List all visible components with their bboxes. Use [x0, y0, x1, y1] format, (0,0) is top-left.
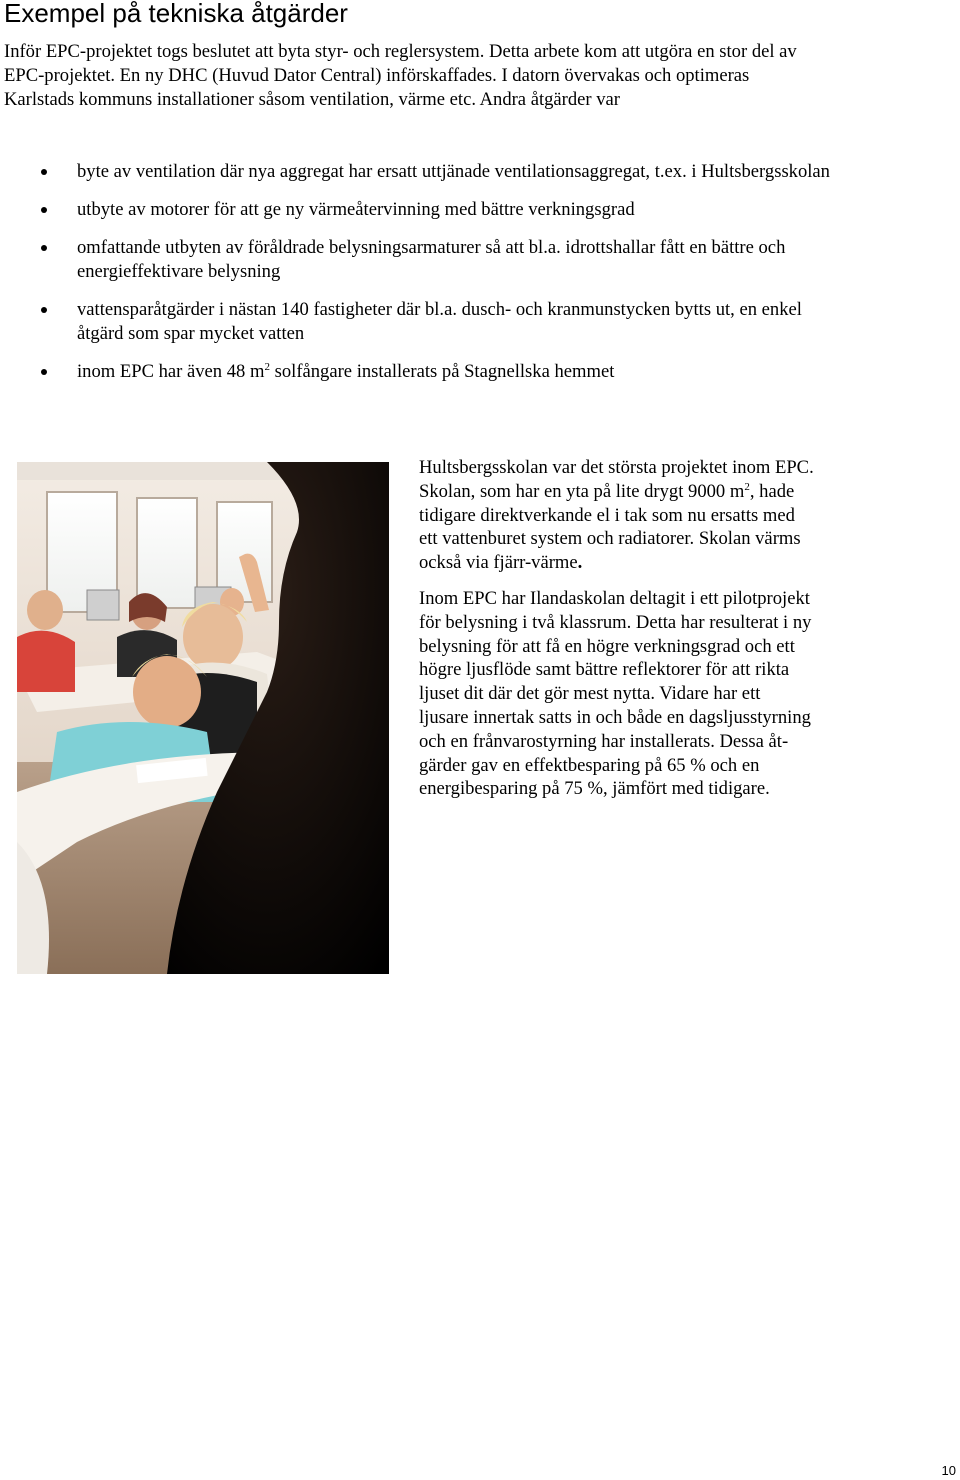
- bullet-icon: [41, 369, 47, 375]
- classroom-photo: [17, 462, 389, 974]
- classroom-photo-illustration: [17, 462, 389, 974]
- side-paragraph-1: [419, 456, 814, 575]
- list-item-text: utbyte av motorer för att ge ny värmeåtervinning med bättre verkningsgrad: [77, 199, 635, 220]
- list-item-text: byte av ventilation där nya aggregat har ersatt uttjänade ventilationsaggregat, t.ex. i Hultsbergsskolan: [77, 161, 830, 182]
- solar-text-after: solfångare installerats på Stagnellska hemmet: [269, 361, 615, 382]
- side-p1-before: Hultsbergsskolan var det största projektet inom EPC. Skolan, som har en yta på lite drygt 9000 m: [419, 457, 814, 502]
- page-title: Exempel på tekniska åtgärder: [4, 0, 348, 28]
- superscript-2: 2: [264, 361, 270, 373]
- list-item-text: vattensparåtgärder i nästan 140 fastigheter där bl.a. dusch- och kranmunstycken bytts ut, en enkel åtgärd som spar mycket vatten: [77, 299, 802, 344]
- side-p1-end: .: [577, 552, 583, 574]
- bullet-icon: [41, 245, 47, 251]
- side-paragraph-2: Inom EPC har Ilandaskolan deltagit i ett pilotprojekt för belysning i två klassrum. Detta har resulterat i ny belysning för att få en högre verkningsgrad och ett högre ljusflöde samt bättre reflektorer för att rikta ljuset dit där det gör mest nytta. Vidare har ett ljusare innertak satts in och både en dagsljusstyrning och en frånvarostyrning har installerats. Dessa åt-gärder gav en effektbesparing på 65 % och en energibesparing på 75 %, jämfört med tidigare.: [419, 587, 812, 800]
- list-item: [0, 198, 840, 222]
- bullet-icon: [41, 307, 47, 313]
- intro-paragraph: Inför EPC-projektet togs beslutet att byta styr- och reglersystem. Detta arbete kom att utgöra en stor del av EPC-projektet. En ny DHC (Huvud Dator Central) införskaffades. I datorn övervakas och optimeras Karlstads kommuns installationer såsom ventilation, värme etc. Andra åtgärder var: [4, 41, 797, 110]
- superscript-2: 2: [744, 480, 750, 493]
- list-item-text: [77, 361, 614, 382]
- list-item: [0, 360, 840, 384]
- side-text: [419, 456, 814, 813]
- list-item: [0, 298, 840, 346]
- list-item: [0, 160, 840, 184]
- solar-text-before: inom EPC har även 48 m: [77, 361, 265, 382]
- bullet-icon: [41, 207, 47, 213]
- page-number: 10: [941, 1463, 956, 1478]
- measures-list: [0, 160, 840, 398]
- list-item-text: omfattande utbyten av föråldrade belysningsarmaturer så att bl.a. idrottshallar fått en bättre och energieffektivare belysning: [77, 237, 786, 282]
- list-item: [0, 236, 840, 284]
- side-p1-after: , hade tidigare direktverkande el i tak som nu ersatts med ett vattenburet system och radiatorer. Skolan värms också via fjärr-värme: [419, 480, 801, 574]
- bullet-icon: [41, 169, 47, 175]
